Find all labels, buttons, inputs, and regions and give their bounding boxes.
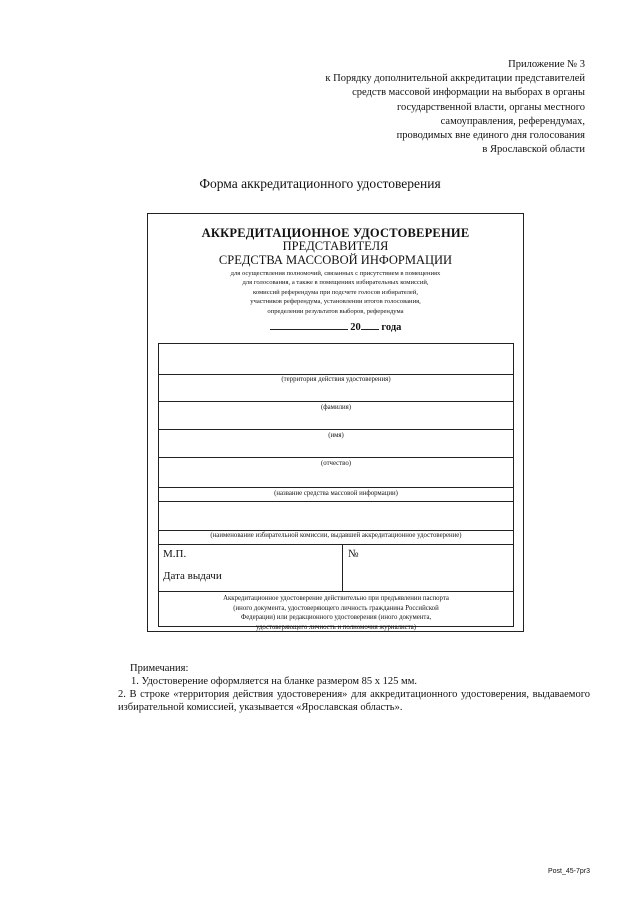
appendix-line: проводимых вне единого дня голосования [396, 130, 585, 142]
appendix-header [225, 58, 585, 157]
notes-title: Примечания: [130, 663, 189, 674]
column-divider [342, 544, 343, 591]
appendix-line: в Ярославской области [482, 144, 585, 156]
card-title: АККРЕДИТАЦИОННОЕ УДОСТОВЕРЕНИЕ [201, 226, 470, 240]
validity-note [159, 594, 513, 632]
field-line [159, 429, 513, 430]
appendix-line: средств массовой информации на выборах в органы [352, 87, 585, 99]
field-line [159, 591, 513, 592]
issue-date-label: Дата выдачи [163, 570, 222, 582]
card-purpose [148, 269, 523, 316]
field-line [159, 501, 513, 502]
validity-line: удостоверяющего личность и полномочия журналиста) [255, 623, 417, 631]
date-blank [270, 320, 348, 330]
validity-line: Аккредитационное удостоверение действительно при предъявлении паспорта [223, 595, 449, 602]
date-year-suffix: года [381, 322, 402, 333]
card-subtitle-media: СРЕДСТВА МАССОВОЙ ИНФОРМАЦИИ [218, 253, 453, 267]
field-line [159, 374, 513, 375]
notes [130, 662, 590, 688]
number-label: № [348, 548, 359, 560]
page-footer-code: Post_45-7pr3 [547, 868, 590, 875]
note-item-1: 1. Удостоверение оформляется на бланке размером 85 x 125 мм. [131, 676, 417, 687]
card-heading [148, 226, 523, 316]
date-year-prefix: 20 [350, 322, 361, 333]
field-line [159, 487, 513, 488]
label-surname: (фамилия) [320, 404, 352, 411]
card-fields [158, 343, 514, 631]
field-line [159, 401, 513, 402]
field-line [159, 530, 513, 531]
field-line [159, 544, 513, 545]
accreditation-card [147, 213, 524, 632]
appendix-line: к Порядку дополнительной аккредитации представителей [325, 73, 585, 85]
label-patronymic: (отчество) [321, 460, 351, 467]
note-item-2: 2. В строке «территория действия удостоверения» для аккредитационного удостоверения, выдаваемого избирательной комиссией, указывается «Ярославская область». [118, 689, 590, 713]
purpose-line: участников референдума, установлении итогов голосования, [250, 298, 421, 306]
label-media-name: (название средства массовой информации) [274, 490, 398, 497]
date-line [148, 320, 523, 333]
label-name: (имя) [328, 432, 344, 439]
validity-line: (иного документа, удостоверяющего личность гражданина Российской [233, 604, 439, 612]
label-territory: (территория действия удостоверения) [281, 376, 391, 383]
seal-place: М.П. [163, 548, 187, 560]
purpose-line: определении результатов выборов, референдума [267, 307, 404, 315]
purpose-line: комиссий референдума при подсчете голосов избирателей, [252, 288, 419, 296]
purpose-line: для осуществления полномочий, связанных с присутствием в помещениях [230, 270, 441, 277]
field-line [159, 457, 513, 458]
appendix-line: государственной власти, органы местного [396, 101, 585, 113]
appendix-line: Приложение № 3 [508, 59, 585, 70]
appendix-line: самоуправления, референдумах, [440, 115, 585, 127]
purpose-line: для голосования, а также в помещениях избирательных комиссий, [242, 279, 429, 287]
year-blank [361, 320, 379, 330]
card-subtitle: ПРЕДСТАВИТЕЛЯ [282, 239, 389, 253]
validity-line: Федерации) или редакционного удостоверения (иного документа, [240, 614, 432, 622]
label-commission: (наименование избирательной комиссии, выдавшей аккредитационное удостоверение) [210, 532, 462, 539]
form-title: Форма аккредитационного удостоверения [199, 176, 441, 191]
